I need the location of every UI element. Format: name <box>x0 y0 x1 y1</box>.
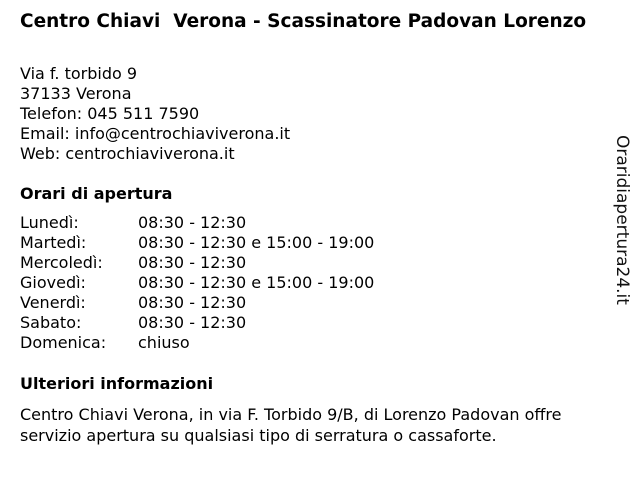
site-watermark: Oraridiapertura24.it <box>612 135 632 305</box>
hours-day: Giovedì: <box>20 273 86 292</box>
hours-time: 08:30 - 12:30 e 15:00 - 19:00 <box>138 273 375 292</box>
hours-day: Sabato: <box>20 313 82 332</box>
hours-row <box>20 213 374 233</box>
business-name: Centro Chiavi Verona - Scassinatore Padovan Lorenzo <box>20 11 587 32</box>
hours-day: Mercoledì: <box>20 253 103 272</box>
hours-row <box>20 233 374 253</box>
hours-day: Domenica: <box>20 333 107 352</box>
hours-day: Venerdì: <box>20 293 86 312</box>
hours-row <box>20 273 374 293</box>
address-street: Via f. torbido 9 <box>20 64 138 83</box>
hours-day: Martedì: <box>20 233 87 252</box>
hours-time: 08:30 - 12:30 <box>138 293 247 312</box>
further-info-heading: Ulteriori informazioni <box>20 374 214 393</box>
hours-time: 08:30 - 12:30 <box>138 253 247 272</box>
phone-line: Telefon: 045 511 7590 <box>20 104 200 123</box>
hours-time: chiuso <box>138 333 190 352</box>
hours-row <box>20 293 374 313</box>
address-city: 37133 Verona <box>20 84 132 103</box>
contact-block <box>20 64 290 164</box>
hours-row <box>20 313 374 333</box>
hours-time: 08:30 - 12:30 <box>138 313 247 332</box>
email-line: Email: info@centrochiaviverona.it <box>20 124 291 143</box>
further-info-text: Centro Chiavi Verona, in via F. Torbido 9/B, di Lorenzo Padovan offre servizio apertura su qualsiasi tipo di serratura o cassaforte. <box>20 405 562 445</box>
hours-day: Lunedì: <box>20 213 79 232</box>
web-line: Web: centrochiaviverona.it <box>20 144 235 163</box>
hours-row <box>20 333 374 353</box>
hours-time: 08:30 - 12:30 e 15:00 - 19:00 <box>138 233 375 252</box>
hours-time: 08:30 - 12:30 <box>138 213 247 232</box>
hours-row <box>20 253 374 273</box>
opening-hours-table <box>20 213 374 353</box>
opening-hours-heading: Orari di apertura <box>20 184 173 203</box>
